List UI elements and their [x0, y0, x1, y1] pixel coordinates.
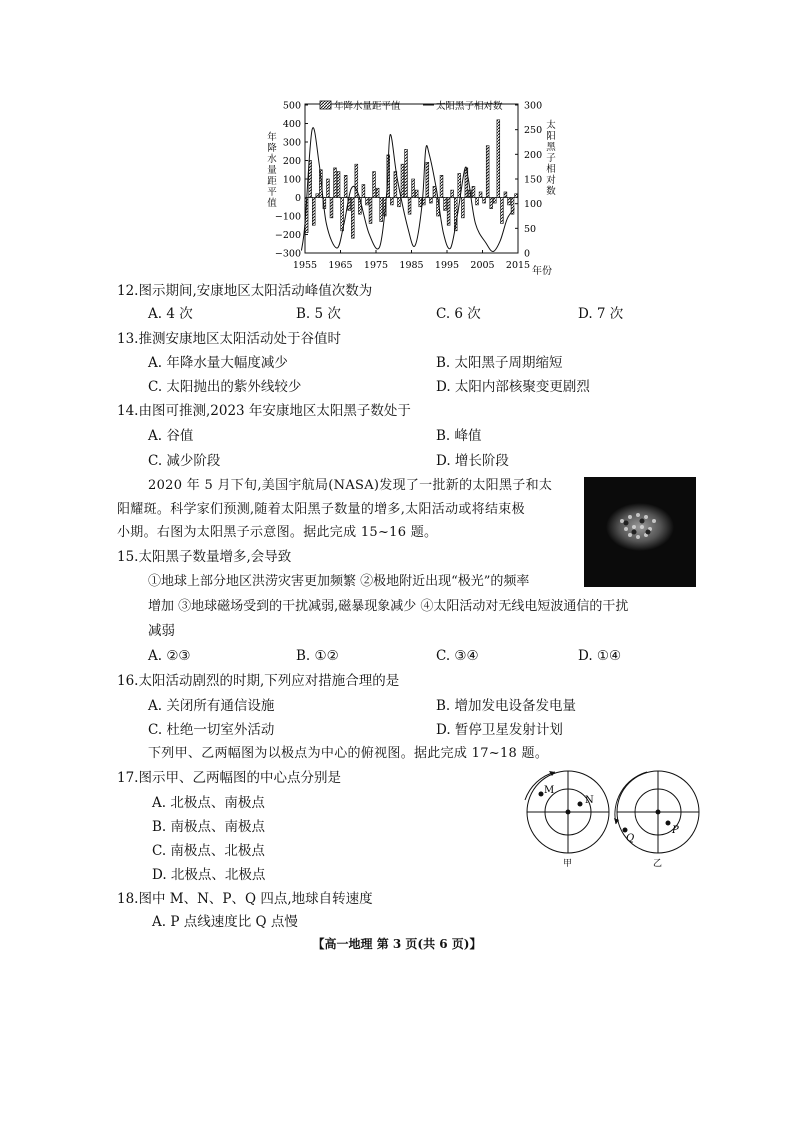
axis-title-char: 相 [546, 164, 556, 175]
q17-option-a[interactable]: A. 北极点、南极点 [152, 795, 265, 811]
q15-stem-line-2: ①地球上部分地区洪涝灾害更加频繁 ②极地附近出现“极光”的频率 [148, 574, 530, 589]
label-yi: 乙 [653, 859, 663, 868]
precip-bar [401, 164, 404, 197]
precip-bar [429, 198, 432, 204]
precip-bar [497, 120, 500, 198]
y-right-tick-label: 50 [524, 223, 537, 235]
q15-option-a[interactable]: A. ②③ [148, 648, 191, 664]
precip-sunspot-chart [0, 0, 794, 290]
y-left-tick-label: 200 [282, 156, 301, 167]
y-right-tick-label: 200 [524, 149, 543, 161]
q14-option-d[interactable]: D. 增长阶段 [436, 453, 509, 469]
precip-bar [515, 194, 518, 198]
x-tick-label: 2015 [505, 260, 531, 271]
precip-bar [369, 198, 372, 224]
point-m [539, 792, 544, 797]
x-tick-label: 1985 [399, 260, 424, 271]
x-tick-label: 1995 [434, 260, 460, 271]
axis-title-char: 值 [267, 198, 277, 209]
precip-bar [433, 186, 436, 197]
legend-sunspot-label: 太阳黑子相对数 [436, 101, 503, 112]
q13-stem: 13.推测安康地区太阳活动处于谷值时 [117, 331, 341, 347]
q18-stem: 18.图中 M、N、P、Q 四点,地球自转速度 [117, 891, 373, 907]
q14-stem: 14.由图可推测,2023 年安康地区太阳黑子数处于 [117, 403, 411, 419]
y-left-tick-label: 300 [282, 137, 301, 149]
intro-15-line-3: 小期。右图为太阳黑子示意图。据此完成 15~16 题。 [117, 525, 438, 540]
precip-bar [351, 198, 354, 239]
intro-15-line-2: 阳耀斑。科学家们预测,随着太阳黑子数量的增多,太阳活动或将结束极 [117, 502, 525, 517]
precip-bar [390, 198, 393, 205]
precip-bar [504, 192, 507, 198]
q17-option-d[interactable]: D. 北极点、北极点 [152, 867, 266, 883]
precip-bar [447, 198, 450, 226]
y-right-tick-label: 250 [524, 125, 543, 137]
axis-title-char: 阳 [546, 131, 556, 142]
y-left-tick-label: −300 [274, 248, 301, 260]
precip-bar [415, 190, 418, 197]
q16-option-c[interactable]: C. 杜绝一切室外活动 [148, 722, 275, 738]
axis-title-char: 平 [267, 187, 277, 198]
q17-stem: 17.图示甲、乙两幅图的中心点分别是 [117, 770, 341, 786]
precip-bar [334, 168, 337, 198]
label-q: Q [626, 833, 635, 844]
x-tick-label: 1965 [328, 260, 353, 271]
q12-stem: 12.图示期间,安康地区太阳活动峰值次数为 [117, 283, 373, 299]
point-n [578, 802, 583, 807]
diagram-jia [525, 771, 609, 868]
precip-bar [398, 198, 401, 207]
q12-option-b[interactable]: B. 5 次 [296, 306, 341, 322]
q15-option-d[interactable]: D. ①④ [578, 648, 622, 664]
precip-bar [419, 198, 422, 207]
precip-bar [337, 172, 340, 198]
legend-precip-label: 年降水量距平值 [334, 101, 401, 112]
axis-title-char: 太 [546, 120, 556, 131]
point-p [666, 821, 671, 826]
axis-title-char: 对 [546, 175, 556, 186]
axis-title-char: 数 [546, 186, 556, 197]
polar-view-diagrams [515, 768, 715, 868]
sunspot-image [584, 477, 696, 587]
precip-bar [486, 146, 489, 198]
precip-bar [327, 179, 330, 198]
q16-option-d[interactable]: D. 暂停卫星发射计划 [436, 722, 563, 738]
q12-option-d[interactable]: D. 7 次 [578, 306, 624, 322]
precip-bar [376, 188, 379, 197]
y-left-tick-label: −100 [274, 211, 301, 223]
precip-bar [426, 162, 429, 197]
q15-option-c[interactable]: C. ③④ [436, 648, 479, 664]
q16-option-b[interactable]: B. 增加发电设备发电量 [436, 698, 577, 714]
q14-option-a[interactable]: A. 谷值 [148, 428, 194, 444]
label-p: P [672, 825, 679, 836]
q15-stem-line-3: 增加 ③地球磁场受到的干扰减弱,磁暴现象减少 ④太阳活动对无线电短波通信的干扰 [148, 599, 629, 614]
y-left-tick-label: 100 [282, 174, 301, 186]
precip-bar [362, 185, 365, 198]
right-axis-title [546, 119, 556, 197]
precip-bar [451, 190, 454, 197]
y-right-tick-label: 0 [524, 248, 531, 260]
q13-option-c[interactable]: C. 太阳抛出的紫外线较少 [148, 379, 302, 395]
precip-bar [366, 198, 369, 205]
x-tick-label: 1955 [292, 260, 318, 271]
precip-bar [412, 179, 415, 198]
q17-option-b[interactable]: B. 南极点、南极点 [152, 819, 266, 835]
y-left-tick-label: 400 [282, 119, 301, 130]
y-right-tick-label: 300 [524, 100, 543, 112]
q15-stem: 15.太阳黑子数量增多,会导致 [117, 549, 292, 565]
diagram-yi [614, 771, 699, 868]
y-left-tick-label: 500 [282, 100, 301, 112]
y-left-tick-label: −200 [274, 230, 301, 241]
precip-bar [493, 198, 496, 204]
y-right-tick-label: 100 [524, 199, 543, 211]
axis-title-char: 水 [267, 154, 277, 165]
q12-option-c[interactable]: C. 6 次 [436, 306, 481, 322]
precip-bar [312, 198, 315, 226]
precip-bar [330, 198, 333, 218]
chart-legend [320, 100, 503, 112]
precip-bar [461, 198, 464, 218]
precip-bar [483, 198, 486, 204]
precip-bar [472, 186, 475, 197]
legend-bar-swatch [320, 101, 331, 109]
intro-17: 下列甲、乙两幅图为以极点为中心的俯视图。据此完成 17~18 题。 [148, 746, 549, 761]
q17-option-c[interactable]: C. 南极点、北极点 [152, 843, 265, 859]
precip-bar [476, 198, 479, 205]
precip-bar [508, 198, 511, 205]
page-footer: 【高一地理 第 3 页(共 6 页)】 [312, 937, 482, 951]
precip-bar [490, 198, 493, 209]
left-axis-title [267, 131, 277, 209]
label-jia: 甲 [563, 859, 573, 868]
precip-bar [408, 198, 411, 215]
q13-option-a[interactable]: A. 年降水量大幅度减少 [148, 355, 288, 371]
precip-bar [440, 175, 443, 197]
precip-bar [373, 172, 376, 198]
precip-bar [405, 149, 408, 197]
label-n: N [585, 795, 594, 806]
precip-bar [344, 175, 347, 197]
axis-title-char: 子 [546, 153, 556, 164]
x-axis-title: 年份 [532, 266, 552, 277]
q14-option-c[interactable]: C. 减少阶段 [148, 453, 221, 469]
q16-option-a[interactable]: A. 关闭所有通信设施 [148, 698, 275, 714]
precip-bar [316, 194, 319, 198]
x-tick-label: 1975 [363, 260, 389, 271]
axis-title-char: 距 [267, 176, 277, 187]
precip-bar [444, 198, 447, 211]
y-right-tick-label: 150 [524, 174, 543, 186]
q18-option-a[interactable]: A. P 点线速度比 Q 点慢 [152, 914, 298, 930]
q14-option-b[interactable]: B. 峰值 [436, 428, 482, 444]
x-tick-label: 2005 [470, 260, 495, 271]
q15-stem-line-4: 减弱 [148, 623, 175, 639]
label-m: M [544, 785, 555, 796]
axis-title-char: 年 [267, 132, 277, 143]
intro-15-line-1: 2020 年 5 月下旬,美国宇航局(NASA)发现了一批新的太阳黑子和太 [148, 478, 553, 493]
q13-option-d[interactable]: D. 太阳内部核聚变更剧烈 [436, 379, 590, 395]
precip-bar [479, 192, 482, 198]
q15-option-b[interactable]: B. ①② [296, 648, 339, 664]
y-left-tick-label: 0 [294, 193, 301, 204]
q16-stem: 16.太阳活动剧烈的时期,下列应对措施合理的是 [117, 673, 400, 689]
sunspot-picture [584, 477, 696, 587]
precip-bar [380, 198, 383, 222]
q13-option-b[interactable]: B. 太阳黑子周期缩短 [436, 355, 563, 371]
axis-title-char: 黑 [546, 142, 556, 153]
axis-title-char: 量 [267, 165, 277, 176]
axis-title-char: 降 [267, 143, 277, 154]
q12-option-a[interactable]: A. 4 次 [148, 306, 193, 322]
point-q [623, 828, 628, 833]
precip-bar [500, 198, 503, 224]
